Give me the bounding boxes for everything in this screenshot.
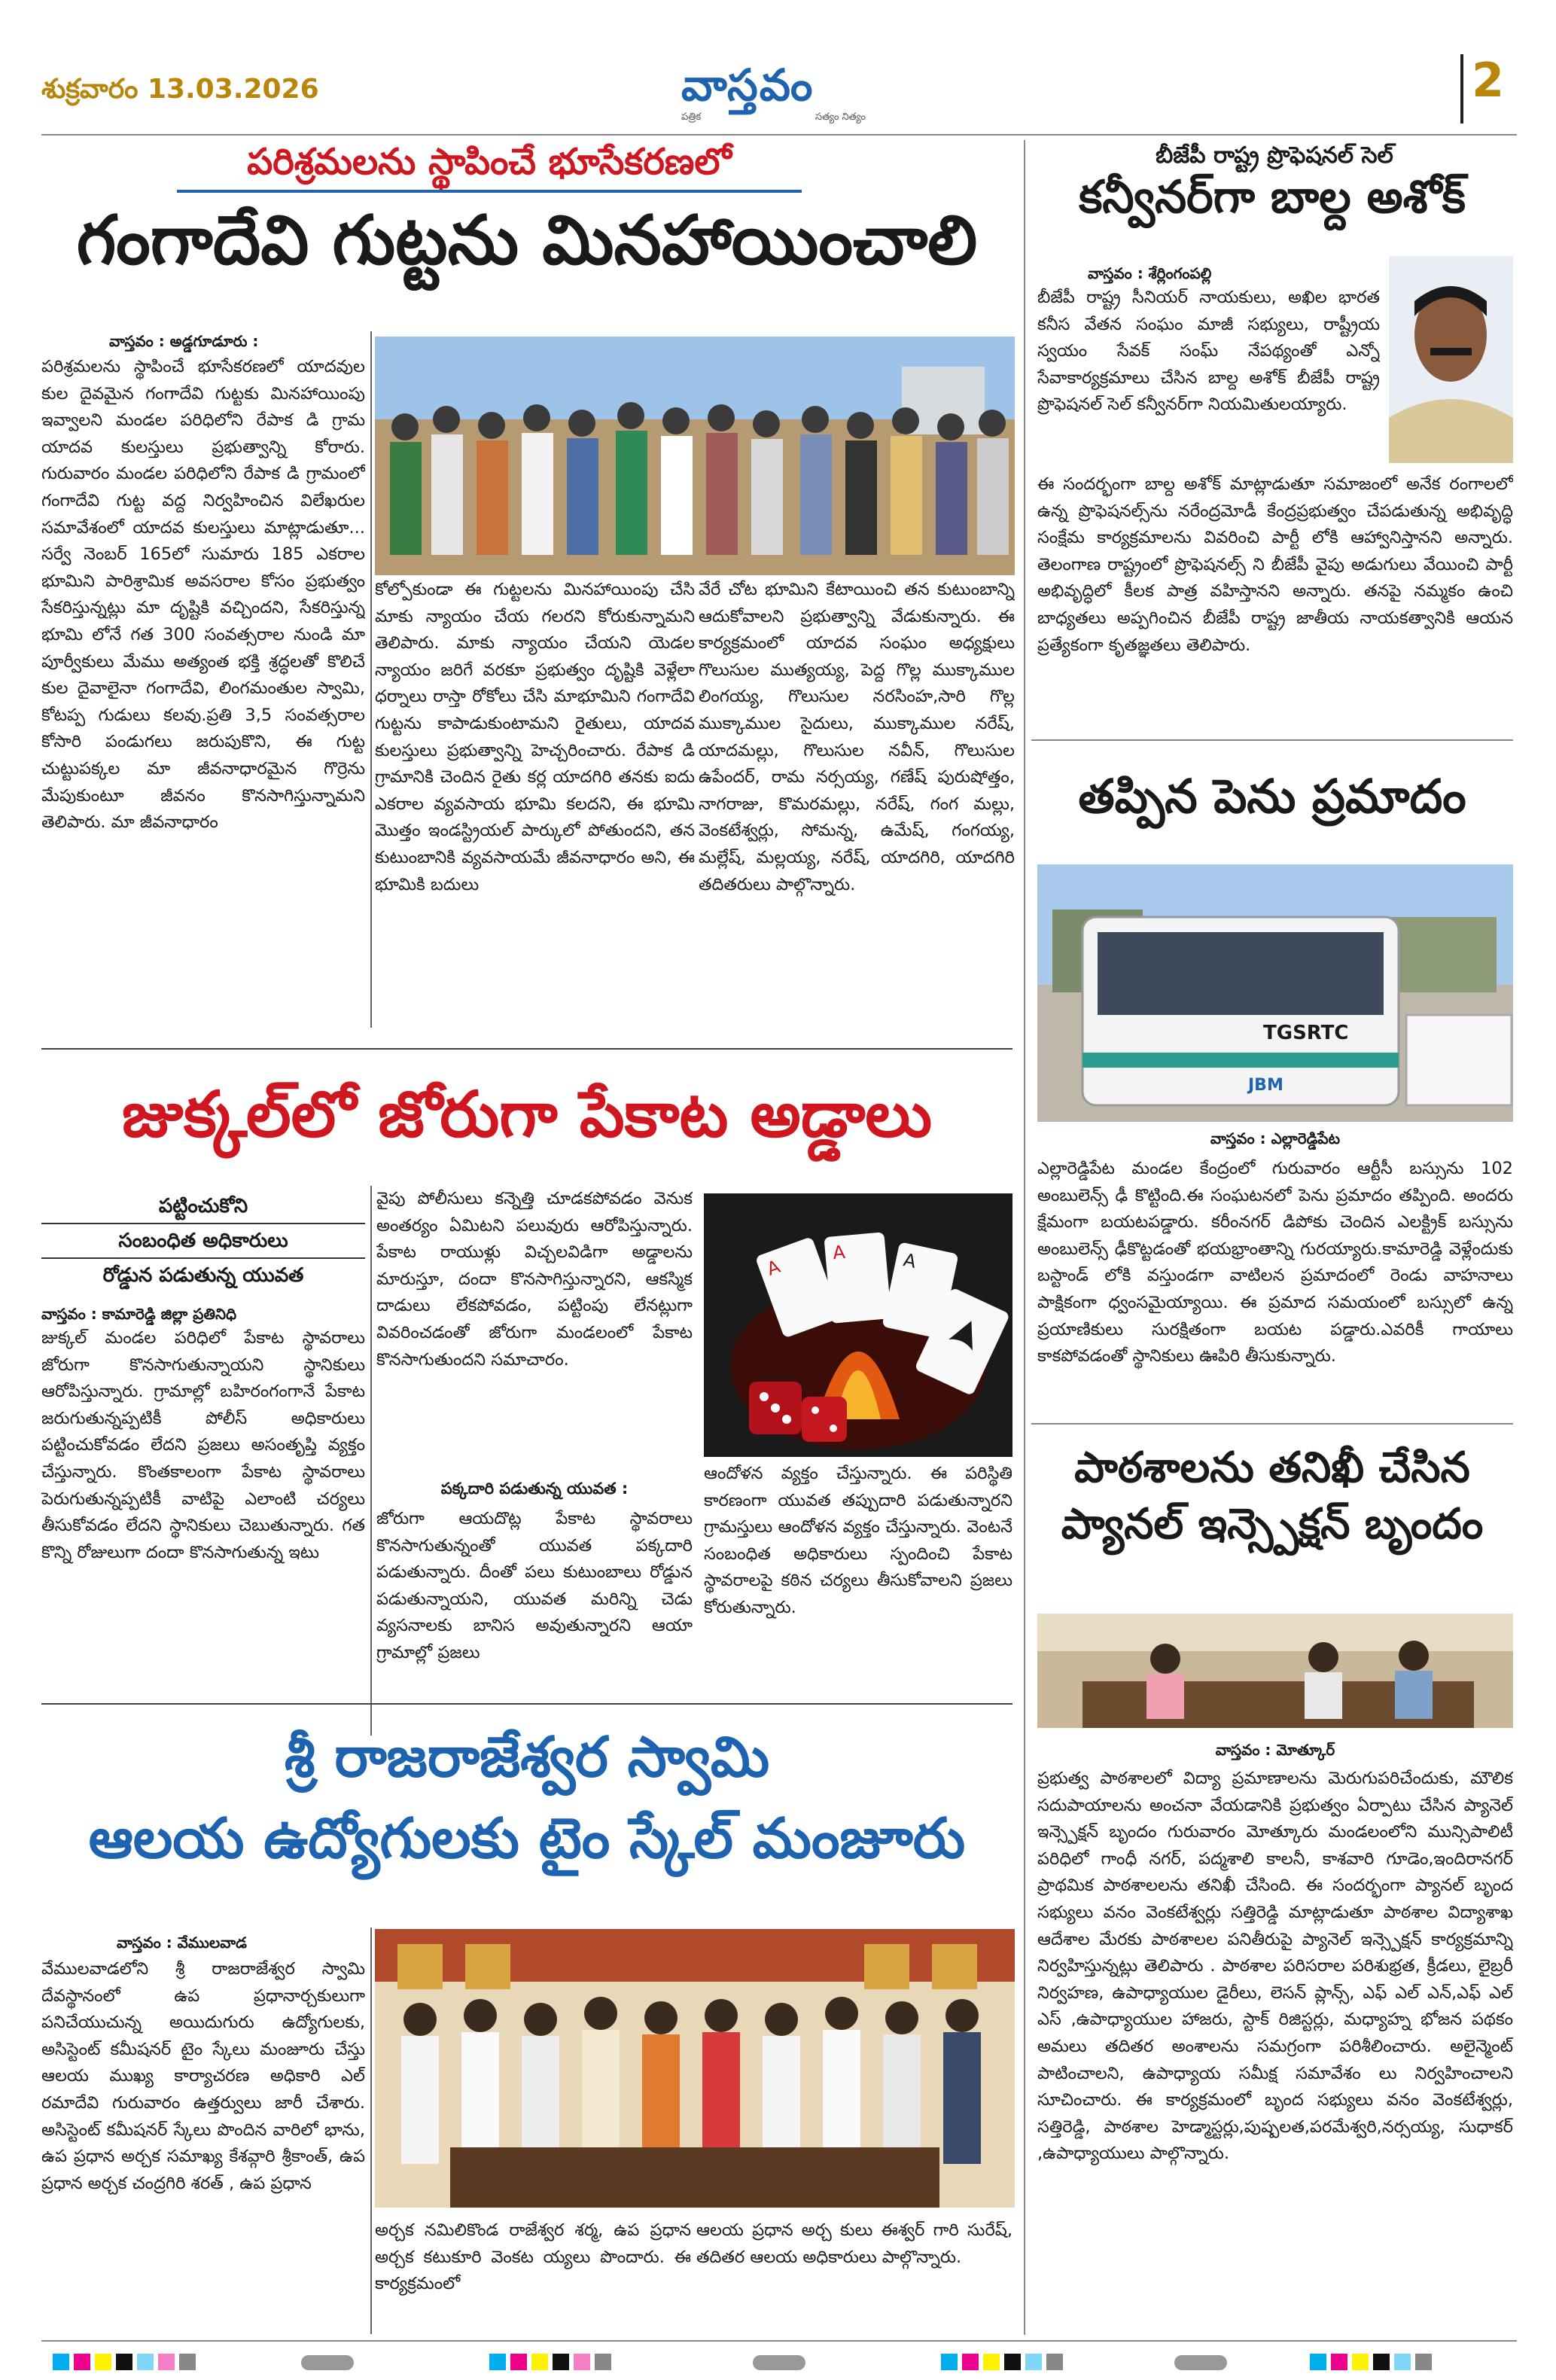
tagline-left: పత్రిక [681,111,702,123]
jukkal-col2: వైపు పోలీసులు కన్నెత్తి చూడకపోవడం వెనుక అంతర్యం ఏమిటని పలువురు ఆరోపిస్తున్నారు. పేకాట రాయుళ్లు విచ్చలవిడిగా అడ్డాలను మారుస్తూ, దందా కొనసాగిస్తున్నారని, ఆకస్మిక దాడులు లేకపోవడం, పట్టింపు లేనట్లుగా వివరించడంతో జోరుగా మండలంలో పేకాట కొనసాగుతుందని సమాచారం. [376,1189,693,1370]
page-number: 2 [1472,53,1505,108]
temple-col1: వేములవాడలోని శ్రీ రాజరాజేశ్వర స్వామి దేవస్థానంలో ఉప ప్రధానార్చకులుగా పనిచేయుచున్న అయిదుగురు ఉద్యోగులకు, అసిస్టెంట్ కమీషనర్ టైం స్కేలు మంజూరు చేస్తు ఆలయ ముఖ్య కార్యాచరణ అధికారి ఎల్ రమాదేవి గురువారం ఉత్తర్వులు జారీ చేశారు. అసిస్టెంట్ కమీషనర్ స్కేలు పొందిన వారిలో భాను, ఉప ప్రధాన అర్చక సమాఖ్య కేశవ్గారి శ్రీకాంత్, ఉప ప్రధాన అర్చక చంద్రగిరి శరత్ , ఉప ప్రధాన [41,1959,365,2193]
bus-headline: తప్పిన పెను ప్రమాదం [1078,769,1466,824]
jukkal-col1: జుక్కల్ మండల పరిధిలో పేకాట స్థావరాలు జోరుగా కొనసాగుతున్నాయని స్థానికులు ఆరోపిస్తున్నారు. గ్రామాల్లో బహిరంగంగానే పేకాట జరుగుతున్నప్పటికీ పోలీస్ అధికారులు పట్టించుకోవడం లేదని ప్రజలు అసంతృప్తి వ్యక్తం చేస్తున్నారు. కొంతకాలంగా పేకాట స్థావరాలు పెరుగుతున్నప్పటికీ వాటిపై ఎలాంటి చర్యలు తీసుకోవడం లేదని స్థానికులు చెబుతున్నారు. గత కొన్ని రోజులుగా దందా కొనసాగుతున్న ఇటు [41,1328,365,1562]
jukkal-subheads [41,1190,365,1292]
gangadevi-kicker: పరిశ్రమలను స్థాపించే భూసేకరణలో [247,141,732,183]
jukkal-headline: జుక్కల్‌లో జోరుగా పేకాట అడ్డాలు [121,1077,933,1151]
jukkal-dateline: వాస్తవం : కామారెడ్డి జిల్లా ప్రతినిధి [41,1305,237,1323]
ashok-text-narrow: బీజేపీ రాష్ట్ర సీనియర్ నాయకులు, అఖిల భారత కనీస వేతన సంఘం మాజీ సభ్యులు, రాష్ట్రీయ స్వయం సేవక్ సంఘ్ నేపథ్యంతో ఎన్నో సేవాకార్యక్రమాలు చేసిన బాల్ద అశోక్ బీజేపీ రాష్ట్ర ప్రొఫెషనల్ సెల్ కన్వీనర్‌గా నియమితులయ్యారు. [1037,288,1380,415]
masthead-logo [681,59,866,143]
jukkal-sub2: సంబంధిత అధికారులు [41,1223,365,1259]
school-photo [1037,1614,1513,1728]
masthead-date: శుక్రవారం 13.03.2026 [41,74,319,105]
temple-photo [375,1929,1015,2208]
gangadevi-photo [375,337,1015,575]
temple-col2: అర్చక నమిలికొండ రాజేశ్వర శర్మ, ఉప ప్రధాన అర్చక కటుకూరి వెంకట య్యలు పొందారు. ఈ కార్యక్రమంలో [375,2220,691,2294]
ashok-text-wide: ఈ సందర్భంగా బాల్ద అశోక్ మాట్లాడుతూ సమాజంలో అనేక రంగాలలో ఉన్న ప్రొఫెషనల్స్‌ను నరేంద్రమోడీ కేంద్రప్రభుత్వం చేపడుతున్న అభివృద్ధి సంక్షేమ కార్యక్రమాలను వివరించి పార్టీ లోకి ఆహ్వానిస్తానని అన్నారు. తెలంగాణ రాష్ట్రంలో ప్రొఫెషనల్స్ ని బీజేపీ వైపు అడుగులు వేయించి పార్టీ అభివృద్ధిలో కీలక పాత్ర వహిస్తానని అన్నారు. తనపై నమ్మకం ఉంచి బాధ్యతలు అప్పగించిన బీజేపీ రాష్ట్ర జాతీయ నాయకత్వానికి ఆయన ప్రత్యేకంగా కృతజ్ఞతలు తెలిపారు. [1037,474,1513,655]
footer-pill-3 [1174,2355,1227,2370]
footer-color-bar-left [53,2354,196,2370]
ashok-dateline: వాస్తవం : శేర్లింగంపల్లి [1088,264,1212,282]
school-dateline: వాస్తవం : మోత్కూర్ [1215,1741,1335,1759]
gangadevi-col1: పరిశ్రమలను స్థాపించే భూసేకరణలో యాదవుల కుల దైవమైన గంగాదేవి గుట్టకు మినహాయింపు ఇవ్వాలని మండల పరిధిలోని రేపాక డి గ్రామ యాదవ కులస్తులు ప్రభుత్వాన్ని కోరారు. గురువారం మండల పరిధిలోని రేపాక డి గ్రామంలో గంగాదేవి గుట్ట వద్ద నిర్వహించిన విలేఖరుల సమావేశంలో యాదవ కులస్తులు మాట్లాడుతూ... సర్వే నెంబర్ 165లో సుమారు 185 ఎకరాల భూమిని పారిశ్రామిక అవసరాల కోసం ప్రభుత్వం సేకరిస్తున్నట్లు మా దృష్టికి వచ్చిందని, సేకరిస్తున్న భూమి లోనే గత 300 సంవత్సరాల నుండి మా పూర్వీకులు మేము అత్యంత భక్తి శ్రద్ధలతో కొలిచే కుల దైవాలైనా గంగాదేవి, లింగమంతుల స్వామి, కోటప్ప గుడులు కలవు.ప్రతి 3,5 సంవత్సరాల కోసారి పండుగలు జరుపుకొని, ఈ గుట్ట చుట్టుపక్కల మా జీవనాధారమైన గొర్రెను మేపుకుంటూ జీవనం కొనసాగిస్తున్నామని తెలిపారు. మా జీవనాధారం [41,357,365,833]
gangadevi-col3: వేరే చోట భూమిని కేటాయించి తన కుటుంబాన్ని ఆదుకోవాలని ప్రభుత్వాన్ని వేడుకున్నారు. ఈ కార్యక్రమంలో యాదవ సంఘం అధ్యక్షులు గొలుసుల ముత్యయ్య, పెద్ద గొల్ల ముక్కాముల లింగయ్య, గొలుసుల నరసింహ,సారి గొల్ల ముక్కాముల సైదులు, ముక్కాముల నరేష్, యాదమల్లు, గొలుసుల నవీన్, గొలుసుల ఉపేందర్, రామ నర్సయ్య, గణేష్ పురుషోత్తం, నాగరాజు, కొమరమల్లు, నరేష్, గంగ మల్లు, వెంకటేశ్వర్లు, సోమన్న, ఉమేష్, గంగయ్య, మల్లేష్, మల్లయ్య, నరేష్, యాదగిరి, యాదగిరి తదితరులు పాల్గొన్నారు. [699,580,1015,894]
ashok-portrait [1389,256,1513,463]
gangadevi-dateline: వాస్తవం : అడ్డగూడూరు : [109,332,259,350]
footer-color-bar-mid [489,2354,611,2370]
ashok-headline: కన్వీనర్‌గా బాల్ద అశోక్ [1079,171,1466,224]
footer-pill-2 [753,2355,805,2370]
paper-name: వాస్తవం [681,59,815,111]
svg-text:A: A [764,1255,784,1280]
bus-photo [1037,864,1513,1122]
temple-col3: ఆలయ ప్రధాన అర్చ కులు ఈశ్వర్ గారి సురేష్, తదితర ఆలయ అధికారులు పాల్గొన్నారు. [696,2220,1012,2267]
school-headline-1: పాఠశాలను తనిఖీ చేసిన [1074,1443,1470,1492]
footer-color-bar-end [1310,2354,1432,2370]
footer-pill-1 [301,2355,354,2370]
jukkal-col3: ఆందోళన వ్యక్తం చేస్తున్నారు. ఈ పరిస్థితి కారణంగా యువత తప్పుదారి పడుతున్నారని గ్రామస్తులు ఆందోళన వ్యక్తం చేస్తున్నారు. వెంటనే సంబంధిత అధికారులు స్పందించి పేకాట స్థావరాలపై కఠిన చర్యలు తీసుకోవాలని ప్రజలు కోరుతున్నారు. [704,1464,1012,1617]
school-headline-2: ప్యానల్ ఇన్స్పెక్షన్ బృందం [1061,1500,1484,1549]
bus-dateline: వాస్తవం : ఎల్లారెడ్డిపేట [1210,1129,1341,1147]
footer-color-bar-right [941,2354,1063,2370]
jukkal-sub1: పట్టించుకోని [158,1195,248,1217]
ashok-kicker: బీజేపీ రాష్ట్ర ప్రొఫెషనల్ సెల్ [1156,142,1393,169]
svg-text:A: A [901,1249,918,1272]
svg-text:A: A [832,1241,846,1264]
gangadevi-col2: కోల్పోకుండా ఈ గుట్టలను మినహాయింపు చేసి మాకు న్యాయం చేయ గలరని కోరుకున్నామని తెలిపారు. మాకు న్యాయం చేయని యెడల న్యాయం జరిగే వరకూ ప్రభుత్వం దృష్టికి వెళ్లేలా ధర్నాలు రాస్తా రోకోలు చేసి మాభూమిని గంగాదేవి గుట్టను కాపాడుకుంటామని రైతులు, యాదవ కులస్తులు ప్రభుత్వాన్ని హెచ్చరించారు. రేపాక డి గ్రామానికి చెందిన రైతు కర్ల యాదగిరి తనకు ఐదు ఎకరాల వ్యవసాయ భూమి కలదని, ఈ భూమి మొత్తం ఇండస్ట్రియల్ పార్కులో పోతుందని, తన కుటుంబానికి వ్యవసాయమే జీవనాధారం అని, ఈ భూమికి బదులు [375,580,695,894]
cards-dice-illustration [704,1193,1012,1457]
bus-sign: TGSRTC [1263,1022,1349,1044]
jukkal-sub-col2: పక్కదారి పడుతున్న యువత : [440,1480,629,1498]
bus-text: ఎల్లారెడ్డిపేట మండల కేంద్రంలో గురువారం ఆర్టీసీ బస్సును 102 అంబులెన్స్ ఢీ కొట్టింది.ఈ సంఘటనలో పెను ప్రమాదం తప్పింది. అందరు క్షేమంగా బయటపడ్డారు. కరీంనగర్ డిపోకు చెందిన ఎలక్ట్రిక్ బస్సును అంబులెన్స్ ఢీకొట్టడంతో భయభ్రాంతాన్ని గురయ్యారు.కామారెడ్డి వెళ్లేందుకు బస్టాండ్ లోకి వస్తుండగా వాటిలన ప్రమాదంలో రెండు వాహనాలు పాక్షికంగా ధ్వంసమైయ్యాయి. ఈ ప్రమాద సమయంలో బస్సులో ఉన్న ప్రయాణికులు సురక్షితంగా బయట పడ్డారు.ఎవరికీ గాయాలు కాకపోవడంతో స్థానికులు ఊపిరి తీసుకున్నారు. [1037,1159,1513,1367]
jukkal-col2b: జోరుగా ఆయదొట్ల పేకాట స్థావరాలు కొనసాగుతున్నంతో యువత పక్కదారి పడుతున్నారు. దీంతో పలు కుటుంబాలు రోడ్డున పడుతున్నాయని, యువత మరిన్ని చెడు వ్యసనాలకు బానిస అవుతున్నారని ఆయా గ్రామాల్లో ప్రజలు [376,1509,693,1662]
bus-brand: JBM [1248,1076,1283,1095]
temple-headline-1: శ్రీ రాజరాజేశ్వర స్వామి [284,1725,770,1790]
school-text: ప్రభుత్వ పాఠశాలలో విద్యా ప్రమాణాలను మెరుగుపరిచేందుకు, మౌలిక సదుపాయాలను అంచనా వేయడానికి ప్రభుత్వం ఏర్పాటు చేసిన ప్యానెల్ ఇన్స్పెక్షన్ బృందం గురువారం మోత్కూరు మండలంలోని మున్సిపాలిటీ పరిధిలో గాంధీ నగర్, పద్మశాలి కాలనీ, కాశవారి గూడెం,ఇందిరానగర్ ప్రాథమిక పాఠశాలలను తనిఖీ చేసింది. ఈ సందర్భంగా ప్యానల్ బృంద సభ్యులు వనం వెంకటేశ్వర్లు సత్తిరెడ్డి మాట్లాడుతూ పాఠశాల విద్యాశాఖ ఆదేశాల మేరకు పాఠశాలల పనితీరుపై ప్యానెల్ ఇన్స్పెక్షన్ కార్యక్రమాన్ని నిర్వహిస్తున్నట్లు తెలిపారు . పాఠశాల పరిసరాల పరిశుభ్రత, క్రీడలు, లైబ్రరీ నిర్వహణ, ఉపాధ్యాయుల డైరీలు, లెసన్ ప్లాన్స్, ఎఫ్ ఎల్ ఎన్,ఎఫ్ ఎల్ ఎస్ ,ఉపాధ్యాయుల హాజరు, స్టాక్ రిజిస్టర్లు, మధ్యాహ్న భోజన పథకం అమలు తదితర అంశాలను సమగ్రంగా పరిశీలించారు. అలైన్మెంట్ పాటించాలని, ఉపాధ్యాయ సమీక్ష సమావేశం లు నిర్వహించాలని సూచించారు. ఈ కార్యక్రమంలో బృంద సభ్యులు వనం వెంకటేశ్వర్లు, సత్తిరెడ్డి, పాఠశాల హెడ్మాస్టర్లు,పుష్పలత,పరమేశ్వరి,నర్సయ్య, సుధాకర్ ,ఉపాధ్యాయులు పాల్గొన్నారు. [1037,1769,1513,2164]
temple-headline-2: ఆలయ ఉద్యోగులకు టైం స్కేల్ మంజూరు [88,1806,966,1871]
temple-dateline: వాస్తవం : వేములవాడ [117,1934,247,1952]
tagline-right: సత్యం నిత్యం [815,111,866,123]
jukkal-sub3: రోడ్డున పడుతున్న యువత [102,1264,304,1287]
gangadevi-headline: గంగాదేవి గుట్టను మినహాయించాలి [76,201,978,280]
